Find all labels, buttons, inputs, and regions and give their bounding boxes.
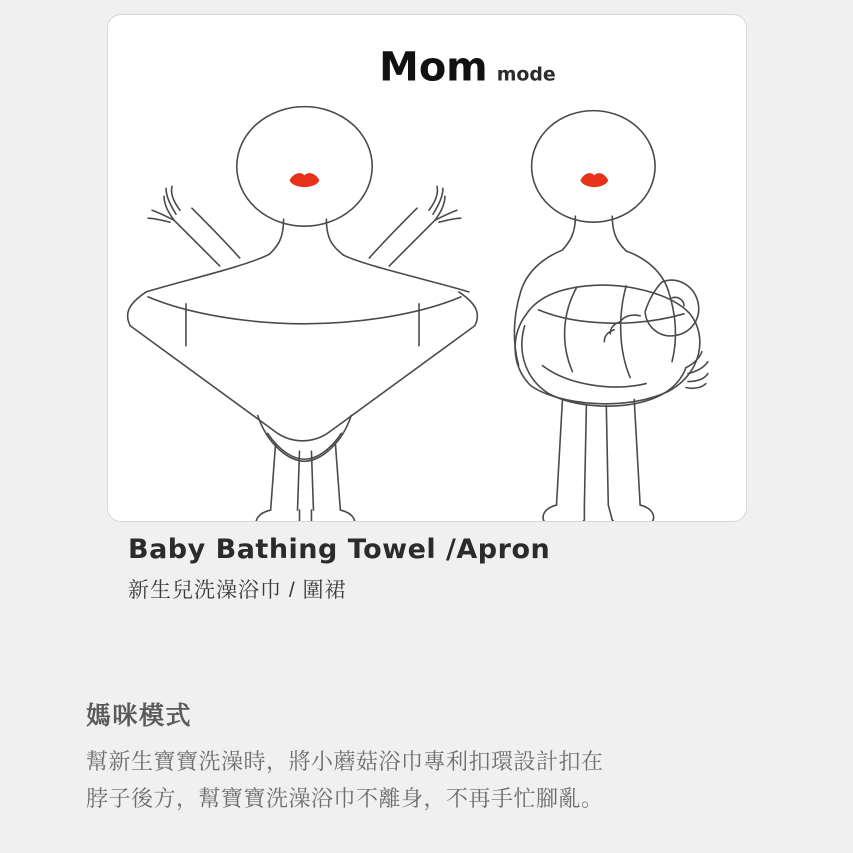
product-title-zh: 新生兒洗澡浴巾 / 圍裙	[128, 578, 347, 602]
description-block	[86, 700, 786, 818]
illustration-headline-suffix: mode	[496, 63, 556, 86]
illustration-headline: Mom	[379, 44, 488, 91]
description-body	[86, 743, 786, 819]
description-heading: 媽咪模式	[86, 702, 193, 730]
mom-mode-illustration	[108, 15, 746, 521]
figure-mother-holding-baby	[514, 111, 708, 521]
lips-left-figure	[290, 173, 320, 187]
illustration-card	[107, 14, 747, 522]
lips-right-figure	[580, 173, 608, 187]
product-title-block	[128, 533, 828, 604]
product-title-en: Baby Bathing Towel /Apron	[128, 534, 551, 565]
description-line-2: 脖子後方，幫寶寶洗澡浴巾不離身，不再手忙腳亂。	[86, 786, 604, 812]
figure-mother-with-open-towel	[128, 107, 478, 521]
description-line-1: 幫新生寶寶洗澡時，將小蘑菇浴巾專利扣環設計扣在	[86, 748, 604, 774]
